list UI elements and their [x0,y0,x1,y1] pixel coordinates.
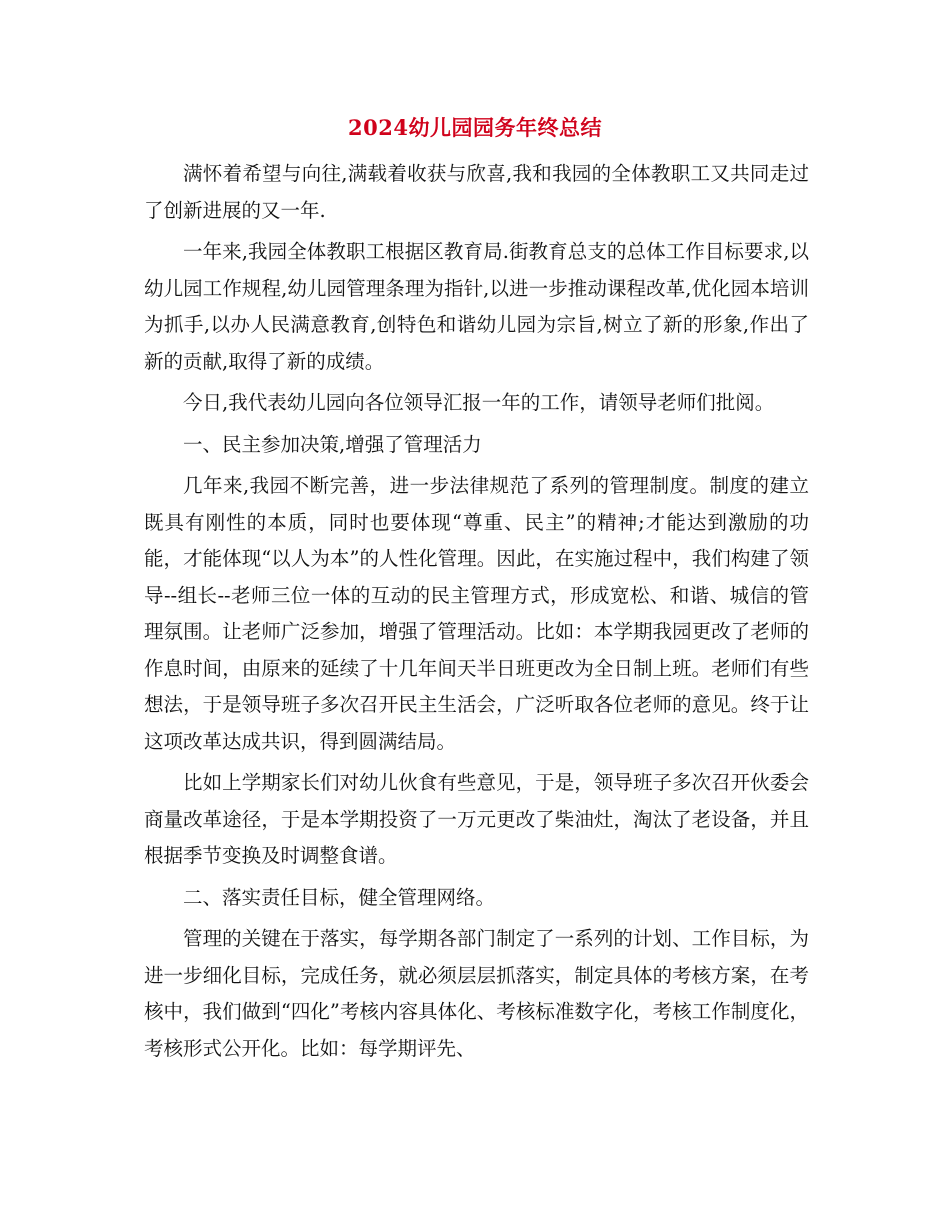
document-body [144,156,809,1072]
paragraph-responsibility: 管理的关键在于落实，每学期各部门制定了一系列的计划、工作目标，为进一步细化目标，完成任务，就必须层层抓落实，制定具体的考核方案，在考核中，我们做到“四化”考核内容具体化、考核标准数字化，考核工作制度化，考核形式公开化。比如：每学期评先、 [144,927,809,1060]
paragraph-intro: 满怀着希望与向往,满载着收获与欣喜,我和我园的全体教职工又共同走过了创新进展的又一年. [144,162,809,222]
section-heading-1: 一、民主参加决策,增强了管理活力 [183,432,482,456]
section-heading-2: 二、落实责任目标，健全管理网络。 [183,885,496,909]
paragraph-democratic-management: 几年来,我园不断完善，进一步法律规范了系列的管理制度。制度的建立既具有刚性的本质，同时也要体现“尊重、民主”的精神;才能达到激励的功能，才能体现“以人为本”的人性化管理。因此，在实施过程中，我们构建了领导--组长--老师三位一体的互动的民主管理方式，形成宽松、和谐、城信的管理氛围。让老师广泛参加，增强了管理活动。比如：本学期我园更改了老师的作息时间，由原来的延续了十几年间天半日班更改为全日制上班。老师们有些想法，于是领导班子多次召开民主生活会，广泛听取各位老师的意见。终于让这项改革达成共识，得到圆满结局。 [144,474,809,753]
paragraph-report: 今日,我代表幼儿园向各位领导汇报一年的工作，请领导老师们批阅。 [183,391,775,414]
document-title: 2024幼儿园园务年终总结 [348,115,602,140]
paragraph-year-summary: 一年来,我园全体教职工根据区教育局.街教育总支的总体工作目标要求,以幼儿园工作规程,幼儿园管理条理为指针,以进一步推动课程改革,优化园本培训为抓手,以办人民满意教育,创特色和谐幼儿园为宗旨,树立了新的形象,作出了新的贡献,取得了新的成绩。 [144,240,809,373]
paragraph-meal-reform: 比如上学期家长们对幼儿伙食有些意见，于是，领导班子多次召开伙委会商量改革途径，于是本学期投资了一万元更改了柴油灶，淘汰了老设备，并且根据季节变换及时调整食谱。 [144,771,809,867]
